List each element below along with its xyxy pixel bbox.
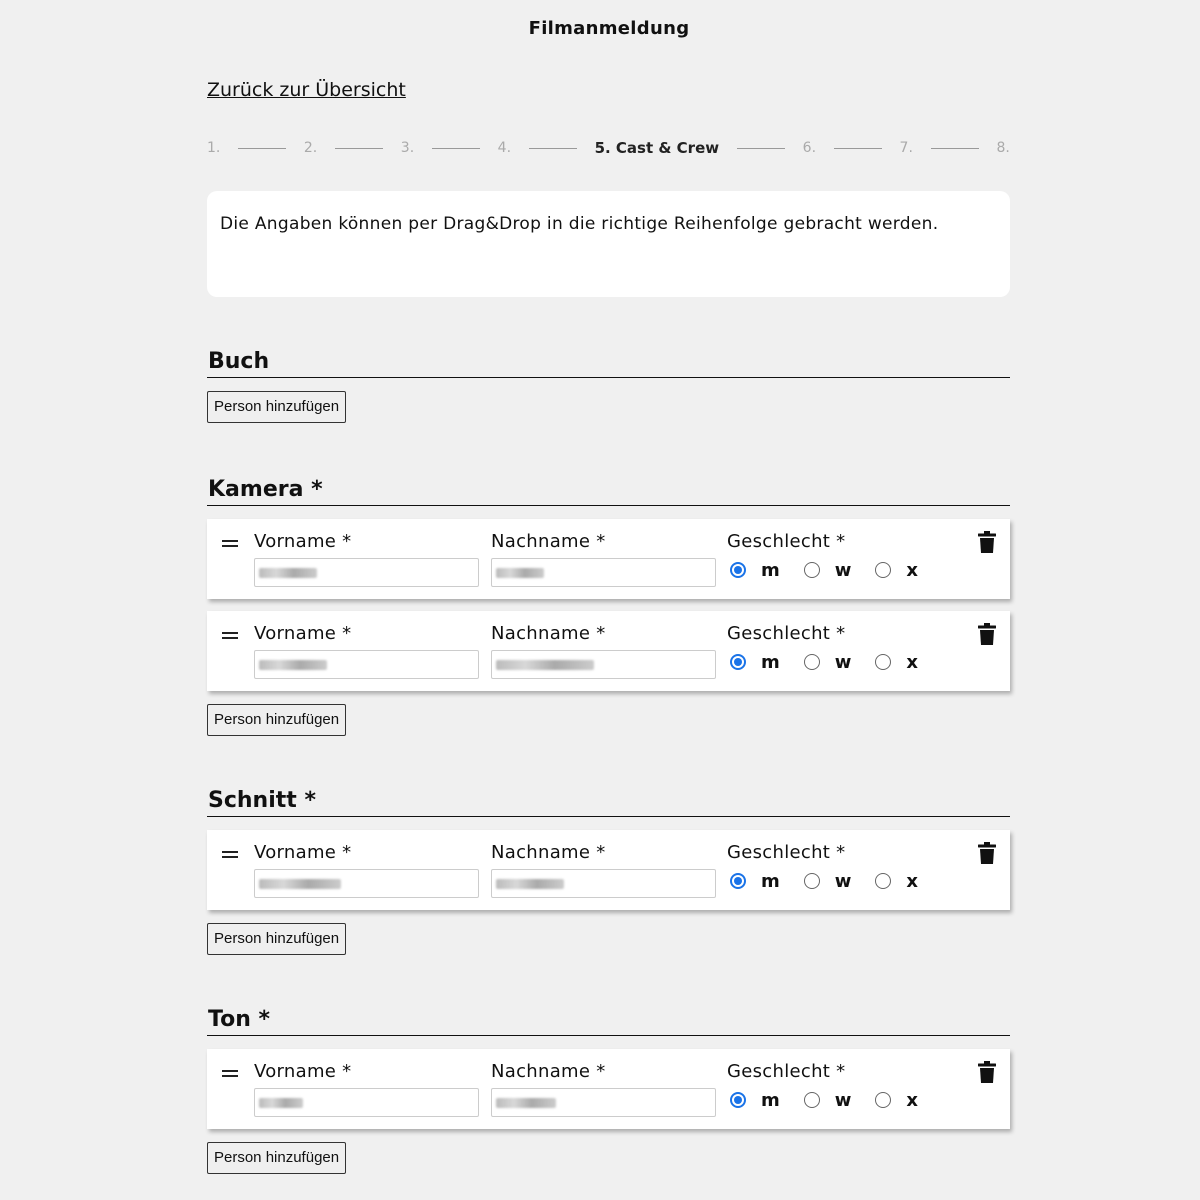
drag-handle-icon[interactable]: [222, 849, 238, 859]
redacted-value: [259, 879, 341, 889]
drag-handle-icon[interactable]: [222, 538, 238, 548]
page-title: Filmanmeldung: [528, 18, 690, 39]
section-schnitt: [207, 789, 1010, 955]
gender-radio-group: [730, 560, 942, 581]
radio-checked-icon: [730, 562, 746, 578]
radio-unchecked-icon: [875, 1092, 891, 1108]
trash-icon[interactable]: [978, 623, 996, 645]
person-card: [207, 830, 1010, 910]
redacted-value: [259, 660, 327, 670]
step-connector: [529, 148, 577, 149]
gender-radio-w[interactable]: w: [804, 871, 852, 892]
redacted-value: [259, 1098, 303, 1108]
radio-checked-icon: [730, 654, 746, 670]
redacted-value: [496, 879, 564, 889]
person-card: [207, 611, 1010, 691]
back-to-overview-link[interactable]: Zurück zur Übersicht: [207, 79, 406, 101]
add-person-button[interactable]: Person hinzufügen: [207, 1142, 346, 1174]
gender-radio-x[interactable]: x: [875, 871, 918, 892]
section-heading: Kamera *: [207, 478, 1010, 506]
step-connector: [737, 148, 785, 149]
gender-radio-m[interactable]: m: [730, 1090, 780, 1111]
first-name-input[interactable]: [254, 650, 479, 679]
gender-radio-x[interactable]: x: [875, 560, 918, 581]
trash-icon[interactable]: [978, 531, 996, 553]
gender-radio-group: [730, 1090, 942, 1111]
last-name-label: Nachname *: [491, 531, 606, 552]
info-box: [207, 191, 1010, 297]
first-name-label: Vorname *: [254, 842, 352, 863]
step-connector: [834, 148, 882, 149]
gender-radio-m[interactable]: m: [730, 560, 780, 581]
first-name-input[interactable]: [254, 558, 479, 587]
redacted-value: [496, 568, 544, 578]
step-8[interactable]: 8.: [996, 140, 1010, 156]
gender-label: Geschlecht *: [727, 842, 846, 863]
add-person-button[interactable]: Person hinzufügen: [207, 391, 346, 423]
radio-unchecked-icon: [875, 873, 891, 889]
step-6[interactable]: 6.: [802, 140, 817, 156]
redacted-value: [496, 660, 594, 670]
last-name-label: Nachname *: [491, 842, 606, 863]
gender-radio-m[interactable]: m: [730, 652, 780, 673]
gender-radio-w[interactable]: w: [804, 560, 852, 581]
stepper: [207, 137, 1010, 159]
section-heading: Schnitt *: [207, 789, 1010, 817]
radio-unchecked-icon: [875, 562, 891, 578]
gender-label: Geschlecht *: [727, 623, 846, 644]
radio-unchecked-icon: [804, 1092, 820, 1108]
gender-radio-m[interactable]: m: [730, 871, 780, 892]
trash-icon[interactable]: [978, 842, 996, 864]
section-buch: [207, 350, 1010, 423]
section-ton: [207, 1008, 1010, 1174]
radio-unchecked-icon: [804, 873, 820, 889]
step-3[interactable]: 3.: [400, 140, 415, 156]
person-card: [207, 1049, 1010, 1129]
radio-unchecked-icon: [804, 562, 820, 578]
step-connector: [238, 148, 286, 149]
last-name-input[interactable]: [491, 558, 716, 587]
drag-handle-icon[interactable]: [222, 1068, 238, 1078]
step-5-active[interactable]: 5. Cast & Crew: [594, 139, 720, 157]
gender-label: Geschlecht *: [727, 1061, 846, 1082]
step-7[interactable]: 7.: [899, 140, 913, 156]
trash-icon[interactable]: [978, 1061, 996, 1083]
last-name-input[interactable]: [491, 650, 716, 679]
radio-unchecked-icon: [804, 654, 820, 670]
radio-unchecked-icon: [875, 654, 891, 670]
person-card: [207, 519, 1010, 599]
step-2[interactable]: 2.: [303, 140, 318, 156]
gender-radio-x[interactable]: x: [875, 1090, 918, 1111]
redacted-value: [496, 1098, 556, 1108]
add-person-button[interactable]: Person hinzufügen: [207, 704, 346, 736]
first-name-label: Vorname *: [254, 623, 352, 644]
section-heading: Ton *: [207, 1008, 1010, 1036]
gender-radio-group: [730, 871, 942, 892]
first-name-input[interactable]: [254, 869, 479, 898]
section-kamera: [207, 478, 1010, 736]
step-1[interactable]: 1.: [207, 140, 221, 156]
redacted-value: [259, 568, 317, 578]
drag-handle-icon[interactable]: [222, 630, 238, 640]
step-connector: [931, 148, 979, 149]
gender-radio-w[interactable]: w: [804, 652, 852, 673]
gender-radio-group: [730, 652, 942, 673]
gender-label: Geschlecht *: [727, 531, 846, 552]
last-name-label: Nachname *: [491, 1061, 606, 1082]
section-heading: Buch: [207, 350, 1010, 378]
first-name-label: Vorname *: [254, 531, 352, 552]
first-name-input[interactable]: [254, 1088, 479, 1117]
radio-checked-icon: [730, 1092, 746, 1108]
radio-checked-icon: [730, 873, 746, 889]
info-text: Die Angaben können per Drag&Drop in die richtige Reihenfolge gebracht werden.: [220, 214, 939, 234]
step-connector: [432, 148, 480, 149]
last-name-label: Nachname *: [491, 623, 606, 644]
gender-radio-x[interactable]: x: [875, 652, 918, 673]
last-name-input[interactable]: [491, 869, 716, 898]
step-connector: [335, 148, 383, 149]
step-4[interactable]: 4.: [497, 140, 512, 156]
last-name-input[interactable]: [491, 1088, 716, 1117]
first-name-label: Vorname *: [254, 1061, 352, 1082]
add-person-button[interactable]: Person hinzufügen: [207, 923, 346, 955]
gender-radio-w[interactable]: w: [804, 1090, 852, 1111]
